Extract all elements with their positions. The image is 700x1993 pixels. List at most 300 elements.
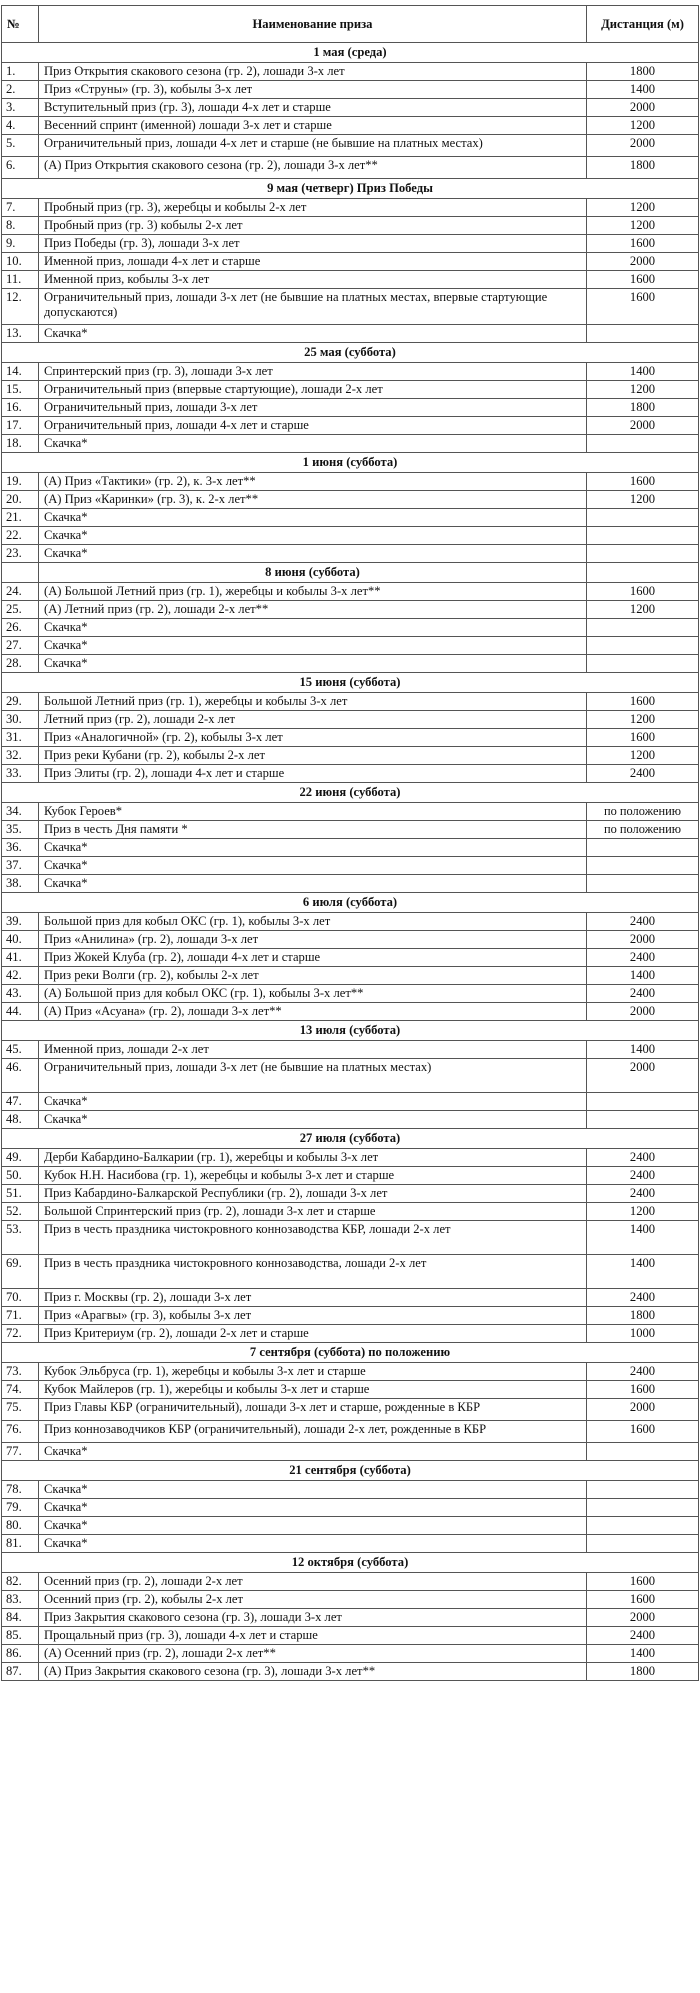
date-section-row (2, 1021, 699, 1041)
race-number: 28. (2, 655, 39, 673)
date-label: 13 июля (суббота) (2, 1021, 699, 1041)
distance: 1200 (587, 747, 699, 765)
table-row (2, 857, 699, 875)
race-number: 52. (2, 1203, 39, 1221)
distance (587, 545, 699, 563)
distance: 1200 (587, 1203, 699, 1221)
prize-name: (А) Осенний приз (гр. 2), лошади 2-х лет** (39, 1645, 587, 1663)
race-number: 12. (2, 289, 39, 325)
distance (587, 325, 699, 343)
race-number: 11. (2, 271, 39, 289)
date-empty-cell (2, 563, 39, 583)
race-number: 87. (2, 1663, 39, 1681)
table-row (2, 1535, 699, 1553)
race-number: 72. (2, 1325, 39, 1343)
table-row (2, 271, 699, 289)
race-number: 19. (2, 473, 39, 491)
prize-name: Скачка* (39, 1111, 587, 1129)
table-row (2, 1609, 699, 1627)
date-label: 21 сентября (суббота) (2, 1461, 699, 1481)
prize-name: Приз Закрытия скакового сезона (гр. 3), лошади 3-х лет (39, 1609, 587, 1627)
distance: 2400 (587, 1363, 699, 1381)
race-number: 13. (2, 325, 39, 343)
table-row (2, 693, 699, 711)
distance: 1800 (587, 1307, 699, 1325)
prize-name: Осенний приз (гр. 2), кобылы 2-х лет (39, 1591, 587, 1609)
date-section-row (2, 783, 699, 803)
prize-name: (А) Приз «Каринки» (гр. 3), к. 2-х лет** (39, 491, 587, 509)
race-number: 36. (2, 839, 39, 857)
distance: 2000 (587, 135, 699, 157)
table-row (2, 765, 699, 783)
race-number: 15. (2, 381, 39, 399)
date-label: 25 мая (суббота) (2, 343, 699, 363)
date-section-row (2, 893, 699, 913)
prize-name: Приз в честь праздника чистокровного коннозаводства, лошади 2-х лет (39, 1255, 587, 1289)
race-number: 25. (2, 601, 39, 619)
race-number: 48. (2, 1111, 39, 1129)
prize-name: (А) Большой Летний приз (гр. 1), жеребцы и кобылы 3-х лет** (39, 583, 587, 601)
race-number: 79. (2, 1499, 39, 1517)
distance: 1400 (587, 363, 699, 381)
prize-name: Приз «Арагвы» (гр. 3), кобылы 3-х лет (39, 1307, 587, 1325)
distance: 2000 (587, 417, 699, 435)
prize-name: Скачка* (39, 325, 587, 343)
race-number: 39. (2, 913, 39, 931)
distance: 1800 (587, 63, 699, 81)
race-number: 45. (2, 1041, 39, 1059)
race-number: 31. (2, 729, 39, 747)
prize-name: (А) Приз «Асуана» (гр. 2), лошади 3-х лет** (39, 1003, 587, 1021)
table-row (2, 217, 699, 235)
table-row (2, 619, 699, 637)
table-row (2, 135, 699, 157)
distance: по положению (587, 803, 699, 821)
race-number: 26. (2, 619, 39, 637)
date-section-row (2, 1129, 699, 1149)
table-row (2, 117, 699, 135)
prize-name: Скачка* (39, 527, 587, 545)
prize-name: Большой приз для кобыл ОКС (гр. 1), кобылы 3-х лет (39, 913, 587, 931)
distance (587, 619, 699, 637)
distance (587, 839, 699, 857)
prize-name: Приз в честь Дня памяти * (39, 821, 587, 839)
distance: 2000 (587, 1059, 699, 1093)
table-row (2, 1167, 699, 1185)
distance: 2000 (587, 1003, 699, 1021)
table-row (2, 1003, 699, 1021)
distance: 1600 (587, 729, 699, 747)
distance (587, 527, 699, 545)
table-row (2, 1421, 699, 1443)
header-num: № (2, 6, 39, 43)
race-number: 86. (2, 1645, 39, 1663)
date-section-row (2, 563, 699, 583)
date-section-row (2, 43, 699, 63)
race-number: 24. (2, 583, 39, 601)
table-row (2, 1203, 699, 1221)
prize-name: Кубок Майлеров (гр. 1), жеребцы и кобылы 3-х лет и старше (39, 1381, 587, 1399)
race-number: 82. (2, 1573, 39, 1591)
distance: 1000 (587, 1325, 699, 1343)
prize-name: Приз Кабардино-Балкарской Республики (гр. 2), лошади 3-х лет (39, 1185, 587, 1203)
table-row (2, 325, 699, 343)
race-number: 35. (2, 821, 39, 839)
table-row (2, 711, 699, 729)
date-section-row (2, 673, 699, 693)
prize-name: Скачка* (39, 875, 587, 893)
race-number: 16. (2, 399, 39, 417)
table-row (2, 1591, 699, 1609)
table-row (2, 363, 699, 381)
table-row (2, 1041, 699, 1059)
race-number: 17. (2, 417, 39, 435)
date-section-row (2, 1553, 699, 1573)
race-number: 4. (2, 117, 39, 135)
table-row (2, 1363, 699, 1381)
prize-name: Ограничительный приз (впервые стартующие), лошади 2-х лет (39, 381, 587, 399)
prize-name: Ограничительный приз, лошади 3-х лет (39, 399, 587, 417)
race-number: 42. (2, 967, 39, 985)
table-row (2, 1481, 699, 1499)
prize-name: Большой Спринтерский приз (гр. 2), лошади 3-х лет и старше (39, 1203, 587, 1221)
race-number: 49. (2, 1149, 39, 1167)
table-row (2, 1059, 699, 1093)
distance (587, 637, 699, 655)
prize-name: Приз Критериум (гр. 2), лошади 2-х лет и старше (39, 1325, 587, 1343)
table-row (2, 949, 699, 967)
distance (587, 1093, 699, 1111)
prize-name: (А) Приз Открытия скакового сезона (гр. 2), лошади 3-х лет** (39, 157, 587, 179)
date-label: 22 июня (суббота) (2, 783, 699, 803)
race-number: 43. (2, 985, 39, 1003)
table-row (2, 637, 699, 655)
race-number: 44. (2, 1003, 39, 1021)
race-number: 3. (2, 99, 39, 117)
prize-name: Именной приз, лошади 4-х лет и старше (39, 253, 587, 271)
distance: 1200 (587, 199, 699, 217)
table-row (2, 1443, 699, 1461)
table-row (2, 729, 699, 747)
distance (587, 857, 699, 875)
table-row (2, 1325, 699, 1343)
distance: 1600 (587, 583, 699, 601)
distance: 2400 (587, 949, 699, 967)
prize-name: (А) Большой приз для кобыл ОКС (гр. 1), кобылы 3-х лет** (39, 985, 587, 1003)
date-label: 15 июня (суббота) (2, 673, 699, 693)
date-label: 1 июня (суббота) (2, 453, 699, 473)
table-row (2, 913, 699, 931)
distance (587, 1443, 699, 1461)
prize-name: Скачка* (39, 1535, 587, 1553)
race-number: 74. (2, 1381, 39, 1399)
race-number: 47. (2, 1093, 39, 1111)
table-row (2, 527, 699, 545)
prize-name: Осенний приз (гр. 2), лошади 2-х лет (39, 1573, 587, 1591)
distance: 2000 (587, 1609, 699, 1627)
race-number: 80. (2, 1517, 39, 1535)
race-number: 22. (2, 527, 39, 545)
table-row (2, 1111, 699, 1129)
race-number: 29. (2, 693, 39, 711)
prize-name: Прощальный приз (гр. 3), лошади 4-х лет и старше (39, 1627, 587, 1645)
prize-name: Скачка* (39, 509, 587, 527)
distance: 1800 (587, 399, 699, 417)
date-section-row (2, 343, 699, 363)
distance: 1200 (587, 491, 699, 509)
prize-name: Большой Летний приз (гр. 1), жеребцы и кобылы 3-х лет (39, 693, 587, 711)
table-row (2, 875, 699, 893)
race-number: 73. (2, 1363, 39, 1381)
table-row (2, 235, 699, 253)
prize-name: Приз «Аналогичной» (гр. 2), кобылы 3-х лет (39, 729, 587, 747)
distance: 2000 (587, 931, 699, 949)
race-number: 78. (2, 1481, 39, 1499)
race-number: 10. (2, 253, 39, 271)
date-label: 12 октября (суббота) (2, 1553, 699, 1573)
prize-name: Приз коннозаводчиков КБР (ограничительный), лошади 2-х лет, рожденные в КБР (39, 1421, 587, 1443)
distance: 1200 (587, 217, 699, 235)
table-row (2, 747, 699, 765)
prize-name: Приз Открытия скакового сезона (гр. 2), лошади 3-х лет (39, 63, 587, 81)
distance: 1600 (587, 235, 699, 253)
prize-name: Скачка* (39, 655, 587, 673)
table-row (2, 821, 699, 839)
prize-name: Кубок Эльбруса (гр. 1), жеребцы и кобылы 3-х лет и старше (39, 1363, 587, 1381)
distance: 1200 (587, 381, 699, 399)
table-row (2, 289, 699, 325)
table-row (2, 63, 699, 81)
distance: 1800 (587, 1663, 699, 1681)
table-row (2, 1517, 699, 1535)
distance: 1400 (587, 1221, 699, 1255)
table-row (2, 399, 699, 417)
prize-name: Приз реки Волги (гр. 2), кобылы 2-х лет (39, 967, 587, 985)
table-row (2, 157, 699, 179)
table-row (2, 985, 699, 1003)
distance: 1600 (587, 1573, 699, 1591)
table-row (2, 473, 699, 491)
table-row (2, 1381, 699, 1399)
prize-name: Скачка* (39, 637, 587, 655)
prize-name: Приз в честь праздника чистокровного коннозаводства КБР, лошади 2-х лет (39, 1221, 587, 1255)
distance (587, 655, 699, 673)
table-row (2, 1399, 699, 1421)
table-row (2, 435, 699, 453)
race-number: 30. (2, 711, 39, 729)
race-number: 85. (2, 1627, 39, 1645)
table-row (2, 1149, 699, 1167)
prize-name: Летний приз (гр. 2), лошади 2-х лет (39, 711, 587, 729)
distance (587, 1111, 699, 1129)
distance: 1200 (587, 711, 699, 729)
table-row (2, 583, 699, 601)
distance: 1400 (587, 1041, 699, 1059)
table-row (2, 655, 699, 673)
table-row (2, 967, 699, 985)
distance: 2000 (587, 253, 699, 271)
table-row (2, 199, 699, 217)
race-number: 18. (2, 435, 39, 453)
prize-name: Скачка* (39, 619, 587, 637)
distance: 2400 (587, 1167, 699, 1185)
distance: 2400 (587, 913, 699, 931)
table-row (2, 253, 699, 271)
distance: 1600 (587, 289, 699, 325)
race-number: 9. (2, 235, 39, 253)
table-row (2, 99, 699, 117)
date-label: 1 мая (среда) (2, 43, 699, 63)
prize-name: Приз «Струны» (гр. 3), кобылы 3-х лет (39, 81, 587, 99)
distance: 1400 (587, 81, 699, 99)
prize-name: Скачка* (39, 545, 587, 563)
table-row (2, 931, 699, 949)
race-schedule-table (1, 5, 699, 1681)
table-row (2, 1289, 699, 1307)
prize-name: Приз реки Кубани (гр. 2), кобылы 2-х лет (39, 747, 587, 765)
race-number: 33. (2, 765, 39, 783)
race-number: 75. (2, 1399, 39, 1421)
table-row (2, 545, 699, 563)
distance: 2400 (587, 1289, 699, 1307)
prize-name: Приз Победы (гр. 3), лошади 3-х лет (39, 235, 587, 253)
header-name: Наименование приза (39, 6, 587, 43)
prize-name: Скачка* (39, 1443, 587, 1461)
race-number: 32. (2, 747, 39, 765)
table-row (2, 381, 699, 399)
prize-name: (А) Летний приз (гр. 2), лошади 2-х лет** (39, 601, 587, 619)
race-number: 70. (2, 1289, 39, 1307)
distance (587, 1517, 699, 1535)
distance (587, 1499, 699, 1517)
date-label: 8 июня (суббота) (39, 563, 587, 583)
distance: 1600 (587, 693, 699, 711)
race-number: 38. (2, 875, 39, 893)
table-row (2, 1307, 699, 1325)
race-number: 14. (2, 363, 39, 381)
distance: 2400 (587, 1627, 699, 1645)
distance: 1600 (587, 1421, 699, 1443)
race-number: 5. (2, 135, 39, 157)
race-number: 8. (2, 217, 39, 235)
distance: 1800 (587, 157, 699, 179)
header-distance: Дистанция (м) (587, 6, 699, 43)
table-row (2, 1221, 699, 1255)
race-number: 50. (2, 1167, 39, 1185)
prize-name: Именной приз, лошади 2-х лет (39, 1041, 587, 1059)
prize-name: (А) Приз Закрытия скакового сезона (гр. 3), лошади 3-х лет** (39, 1663, 587, 1681)
date-label: 9 мая (четверг) Приз Победы (2, 179, 699, 199)
distance (587, 1481, 699, 1499)
race-number: 7. (2, 199, 39, 217)
race-number: 6. (2, 157, 39, 179)
table-row (2, 1663, 699, 1681)
prize-name: Весенний спринт (именной) лошади 3-х лет и старше (39, 117, 587, 135)
race-number: 20. (2, 491, 39, 509)
prize-name: Приз Главы КБР (ограничительный), лошади 3-х лет и старше, рожденные в КБР (39, 1399, 587, 1421)
distance: 2400 (587, 985, 699, 1003)
date-section-row (2, 179, 699, 199)
date-label: 27 июля (суббота) (2, 1129, 699, 1149)
prize-name: Ограничительный приз, лошади 4-х лет и старше (39, 417, 587, 435)
prize-name: Пробный приз (гр. 3) кобылы 2-х лет (39, 217, 587, 235)
prize-name: Приз Элиты (гр. 2), лошади 4-х лет и старше (39, 765, 587, 783)
race-number: 83. (2, 1591, 39, 1609)
distance: 1600 (587, 1591, 699, 1609)
date-section-row (2, 453, 699, 473)
prize-name: Ограничительный приз, лошади 3-х лет (не бывшие на платных местах, впервые стартующие допускаются) (39, 289, 587, 325)
date-label: 7 сентября (суббота) по положению (2, 1343, 699, 1363)
table-row (2, 491, 699, 509)
prize-name: Вступительный приз (гр. 3), лошади 4-х лет и старше (39, 99, 587, 117)
table-row (2, 1645, 699, 1663)
distance: 1400 (587, 1255, 699, 1289)
distance: 1400 (587, 967, 699, 985)
race-number: 46. (2, 1059, 39, 1093)
race-number: 21. (2, 509, 39, 527)
prize-name: Скачка* (39, 1517, 587, 1535)
distance: по положению (587, 821, 699, 839)
prize-name: Скачка* (39, 1093, 587, 1111)
prize-name: Скачка* (39, 1481, 587, 1499)
prize-name: Приз «Анилина» (гр. 2), лошади 3-х лет (39, 931, 587, 949)
prize-name: Дерби Кабардино-Балкарии (гр. 1), жеребцы и кобылы 3-х лет (39, 1149, 587, 1167)
distance (587, 509, 699, 527)
prize-name: (А) Приз «Тактики» (гр. 2), к. 3-х лет** (39, 473, 587, 491)
distance: 1600 (587, 473, 699, 491)
race-number: 71. (2, 1307, 39, 1325)
table-header-row (2, 6, 699, 43)
table-body (2, 43, 699, 1681)
prize-name: Ограничительный приз, лошади 4-х лет и старше (не бывшие на платных местах) (39, 135, 587, 157)
table-row (2, 1499, 699, 1517)
distance: 1600 (587, 1381, 699, 1399)
date-section-row (2, 1343, 699, 1363)
race-number: 41. (2, 949, 39, 967)
distance: 2400 (587, 765, 699, 783)
table-row (2, 803, 699, 821)
race-number: 40. (2, 931, 39, 949)
prize-name: Спринтерский приз (гр. 3), лошади 3-х лет (39, 363, 587, 381)
race-number: 81. (2, 1535, 39, 1553)
race-number: 84. (2, 1609, 39, 1627)
race-number: 2. (2, 81, 39, 99)
date-empty-cell (587, 563, 699, 583)
race-number: 53. (2, 1221, 39, 1255)
prize-name: Кубок Героев* (39, 803, 587, 821)
race-number: 51. (2, 1185, 39, 1203)
table-row (2, 1255, 699, 1289)
table-row (2, 601, 699, 619)
prize-name: Скачка* (39, 435, 587, 453)
race-number: 34. (2, 803, 39, 821)
table-row (2, 1627, 699, 1645)
race-number: 1. (2, 63, 39, 81)
distance (587, 1535, 699, 1553)
prize-name: Скачка* (39, 1499, 587, 1517)
race-number: 76. (2, 1421, 39, 1443)
date-section-row (2, 1461, 699, 1481)
date-label: 6 июля (суббота) (2, 893, 699, 913)
race-number: 27. (2, 637, 39, 655)
race-number: 37. (2, 857, 39, 875)
table-row (2, 509, 699, 527)
prize-name: Пробный приз (гр. 3), жеребцы и кобылы 2-х лет (39, 199, 587, 217)
distance: 1200 (587, 601, 699, 619)
table-row (2, 839, 699, 857)
race-number: 23. (2, 545, 39, 563)
distance: 2400 (587, 1149, 699, 1167)
